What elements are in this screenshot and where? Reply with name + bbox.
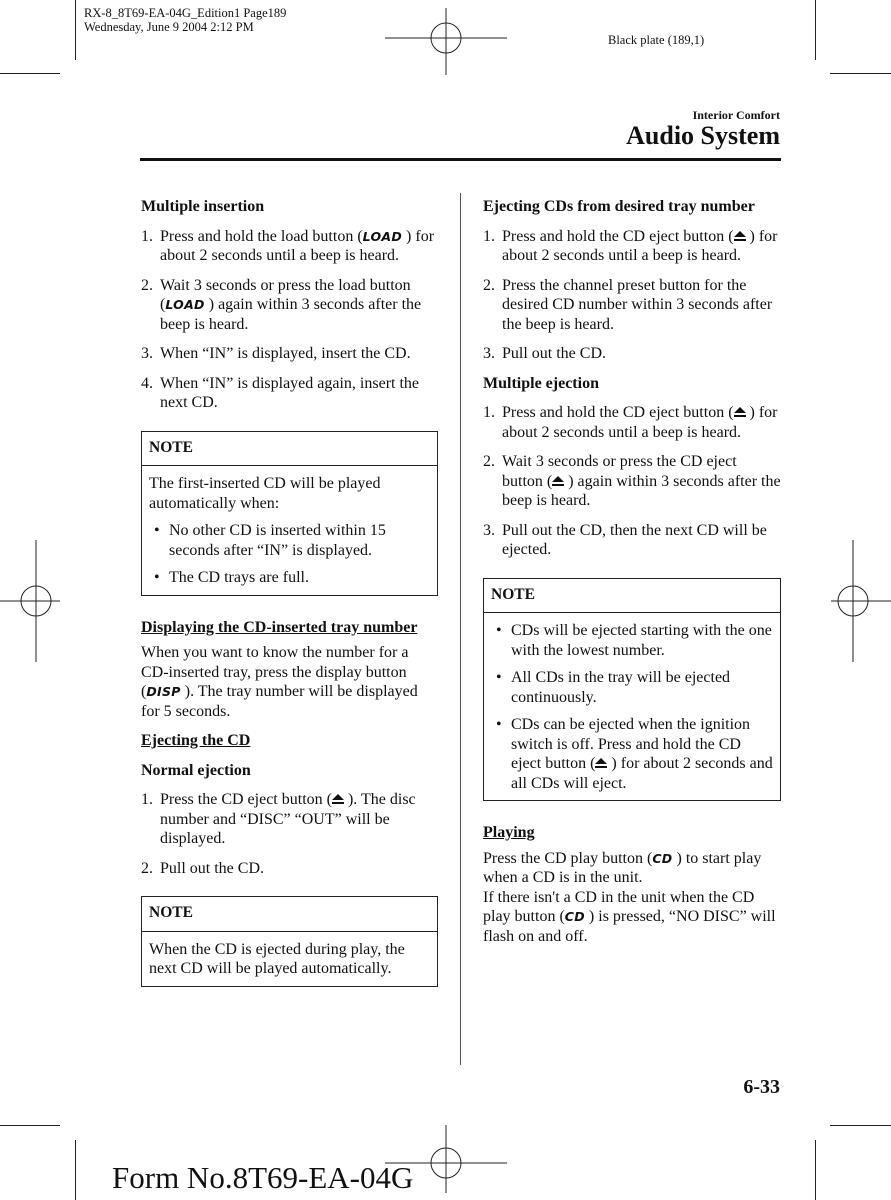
note-bullets [491, 621, 773, 793]
list-item [491, 621, 773, 660]
step-text: Pull out the CD. [160, 859, 265, 877]
multiple-insertion-heading: Multiple insertion [141, 198, 265, 215]
eject-icon [552, 476, 564, 487]
step-number: 1. [141, 227, 153, 245]
bullet-text: All CDs in the tray will be ejected continuously. [511, 669, 731, 706]
step-number: 2. [141, 276, 153, 294]
disp-button-icon: DISP [146, 684, 181, 699]
plate-label: Black plate (189,1) [608, 33, 705, 47]
step-text: Pull out the CD. [502, 345, 607, 362]
list-item [491, 715, 773, 793]
step-text: Press the channel preset button for the desired CD number within 3 seconds after the beep is heard. [502, 276, 773, 333]
cd-button-icon: CD [564, 909, 585, 924]
crop-mark-bottom-right-vertical [815, 1140, 816, 1200]
step-number: 1. [483, 404, 495, 421]
print-meta [84, 6, 286, 34]
step-text: ). The disc number and “DISC” “OUT” will be displayed. [160, 791, 416, 847]
bullet-text: CDs will be ejected starting with the one with the lowest number. [511, 622, 772, 659]
load-button-icon: LOAD [362, 228, 403, 244]
step-number: 3. [483, 521, 495, 539]
section-label: Interior Comfort [692, 108, 780, 122]
step-text: Press and hold the load button ( [160, 227, 363, 245]
multiple-insertion-steps [141, 227, 438, 413]
crop-mark-top-right-horizontal [830, 73, 891, 74]
step-text: Wait 3 seconds or press the load button ( [160, 276, 411, 313]
bullet-text: CDs can be ejected when the ignition switch is off. Press and hold the CD eject button ( [511, 716, 751, 772]
step-text: ) again within 3 seconds after the beep is heard. [502, 472, 781, 509]
step-number: 1. [141, 791, 153, 808]
list-item [141, 859, 438, 879]
column-divider [460, 193, 461, 1065]
step-text: Pull out the CD, then the next CD will be ejected. [502, 521, 767, 558]
bullet-text: No other CD is inserted within 15 seconds after “IN” is displayed. [169, 522, 386, 559]
page-title: Audio System [626, 121, 780, 150]
playing-heading: Playing [483, 824, 535, 841]
step-number: 3. [483, 345, 495, 362]
bullet-icon: • [496, 716, 502, 733]
list-item [149, 568, 430, 588]
eject-desired-tray-steps [483, 227, 781, 364]
registration-mark-top [385, 0, 507, 75]
step-text: Press the CD eject button ( [160, 791, 332, 808]
paragraph-text: Press the CD play button ( [483, 849, 653, 867]
crop-mark-top-right-vertical [815, 0, 816, 60]
crop-mark-bottom-left-vertical [75, 1140, 76, 1200]
multiple-ejection-heading: Multiple ejection [483, 374, 599, 392]
step-text: ) again within 3 seconds after the beep is heard. [160, 296, 422, 333]
note-box-multiple-ejection [483, 578, 781, 802]
step-number: 3. [141, 345, 153, 362]
note-title: NOTE [142, 432, 437, 467]
paragraph [483, 888, 781, 947]
list-item [483, 521, 781, 560]
eject-icon [734, 407, 746, 418]
crop-mark-top-left-horizontal [0, 73, 60, 74]
form-number: Form No.8T69-EA-04G [112, 1160, 414, 1195]
print-meta-file: RX-8_8T69-EA-04G_Edition1 Page189 [84, 6, 287, 20]
registration-mark-left [0, 540, 65, 662]
multiple-ejection-steps [483, 403, 781, 560]
paragraph-text: ) to start play when a CD is in the unit. [483, 849, 762, 886]
eject-desired-tray-heading: Ejecting CDs from desired tray number [483, 198, 755, 215]
normal-ejection-heading: Normal ejection [141, 761, 251, 779]
paragraph-text: ) is pressed, “NO DISC” will flash on and off. [483, 908, 776, 945]
crop-mark-top-left-vertical [75, 0, 76, 60]
list-item [141, 227, 438, 266]
note-intro: The first-inserted CD will be played automatically when: [149, 475, 381, 512]
note-title: NOTE [484, 579, 780, 614]
step-text: Press and hold the CD eject button ( [502, 404, 734, 421]
paragraph-text: When you want to know the number for a CD-inserted tray, press the display button ( [141, 644, 409, 700]
list-item [491, 668, 773, 707]
list-item [483, 452, 781, 511]
step-number: 2. [141, 859, 153, 877]
list-item [483, 276, 781, 335]
step-number: 2. [483, 453, 495, 470]
step-text: When “IN” is displayed again, insert the next CD. [160, 374, 420, 411]
paragraph [483, 849, 781, 888]
note-box-ejection [141, 896, 438, 987]
list-item [483, 227, 781, 266]
step-number: 1. [483, 227, 495, 245]
cd-button-icon: CD [652, 850, 673, 866]
step-number: 2. [483, 276, 495, 294]
eject-icon [595, 758, 607, 769]
bullet-text: ) for about 2 seconds and all CDs will eject. [511, 755, 773, 792]
note-text: When the CD is ejected during play, the next CD will be played automatically. [149, 940, 405, 977]
page-number: 6-33 [743, 1076, 780, 1098]
paragraph-text: If there isn't a CD in the unit when the CD play button ( [483, 888, 755, 925]
left-column [141, 197, 438, 1009]
step-text: ) for about 2 seconds until a beep is heard. [502, 404, 778, 441]
list-item [141, 276, 438, 335]
step-text: When “IN” is displayed, insert the CD. [160, 345, 411, 362]
list-item [141, 790, 438, 849]
eject-icon [332, 794, 344, 805]
crop-mark-bottom-right-horizontal [830, 1125, 891, 1126]
note-title: NOTE [142, 897, 437, 932]
registration-mark-right [826, 540, 891, 662]
note-body [142, 932, 437, 986]
note-bullets [149, 521, 430, 588]
step-number: 4. [141, 374, 153, 392]
list-item [483, 344, 781, 364]
list-item [141, 374, 438, 413]
crop-mark-bottom-left-horizontal [0, 1125, 60, 1126]
list-item [141, 344, 438, 364]
load-button-icon: LOAD [165, 297, 205, 312]
bullet-icon: • [496, 622, 502, 639]
step-text: Wait 3 seconds or press the CD eject button ( [502, 453, 737, 490]
eject-icon [734, 231, 746, 242]
bullet-icon: • [154, 569, 160, 586]
normal-ejection-steps [141, 790, 438, 878]
playing-text [483, 849, 781, 947]
displaying-tray-text [141, 643, 438, 721]
bullet-text: The CD trays are full. [169, 569, 309, 586]
displaying-tray-heading: Displaying the CD-inserted tray number [141, 618, 418, 636]
list-item [483, 403, 781, 442]
bullet-icon: • [154, 522, 160, 539]
bullet-icon: • [496, 669, 502, 686]
title-rule [140, 158, 781, 161]
step-text: Press and hold the CD eject button ( [502, 227, 734, 245]
ejecting-cd-heading: Ejecting the CD [141, 732, 251, 749]
print-meta-date: Wednesday, June 9 2004 2:12 PM [84, 20, 254, 34]
note-body [484, 613, 780, 800]
note-box-insertion [141, 431, 438, 596]
step-text: ) for about 2 seconds until a beep is heard. [502, 227, 778, 264]
step-text: ) for about 2 seconds until a beep is heard. [160, 227, 435, 264]
paragraph-text: ). The tray number will be displayed for 5 seconds. [141, 683, 418, 720]
note-body [142, 466, 437, 595]
list-item [149, 521, 430, 560]
right-column [483, 197, 781, 946]
